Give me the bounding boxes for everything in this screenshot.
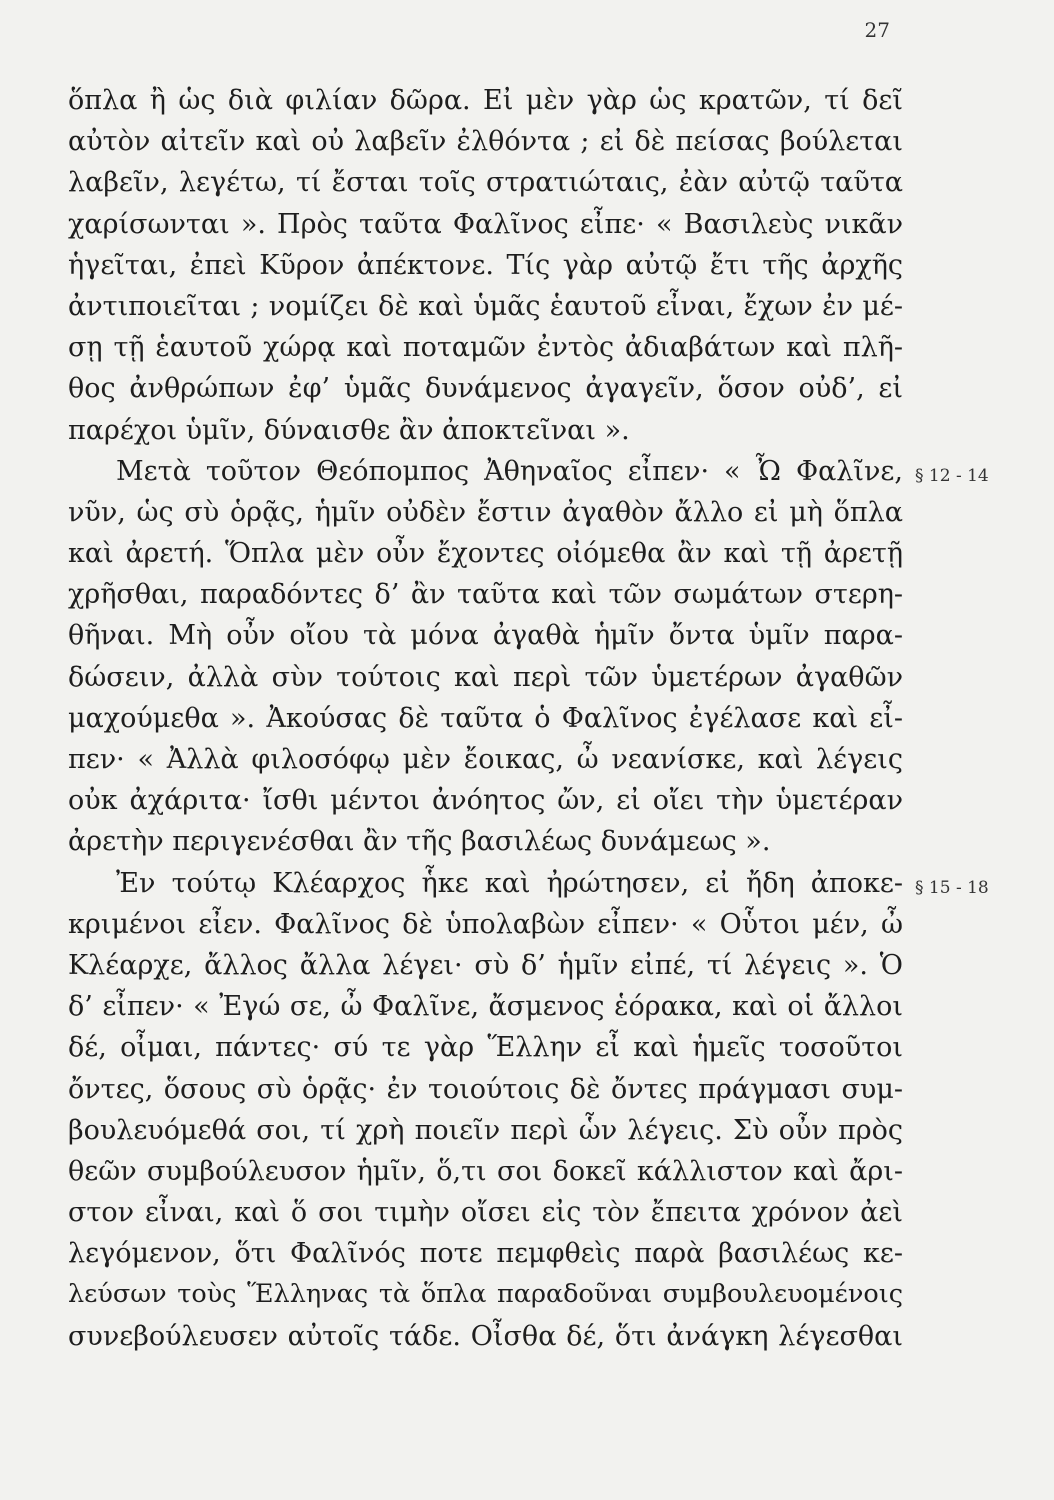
text-line: χρῆσθαι, παραδόντες δ’ ἂν ταῦτα καὶ τῶν σωμάτων στερη- <box>68 579 903 611</box>
text-line: ὅπλα ἢ ὡς διὰ φιλίαν δῶρα. Εἰ μὲν γὰρ ὡς κρατῶν, τί δεῖ <box>68 85 903 116</box>
text-line: θεῶν συμβούλευσον ἡμῖν, ὅ,τι σοι δοκεῖ κάλλιστον καὶ ἄρι- <box>68 1155 903 1187</box>
text-line: πεν· « Ἀλλὰ φιλοσόφῳ μὲν ἔοικας, ὦ νεανίσκε, καὶ λέγεις <box>68 744 903 775</box>
paragraph-start-line: Ἐν τούτῳ Κλέαρχος ἧκε καὶ ἠρώτησεν, εἰ ἤδη ἀποκε- <box>116 867 903 899</box>
text-line: ἀντιποιεῖται ; νομίζει δὲ καὶ ὑμᾶς ἑαυτοῦ εἶναι, ἔχων ἐν μέ- <box>68 290 903 322</box>
text-line: παρέχοι ὑμῖν, δύναισθε ἂν ἀποκτεῖναι ». <box>68 414 630 446</box>
text-line: ἡγεῖται, ἐπεὶ Κῦρον ἀπέκτονε. Τίς γὰρ αὐτῷ ἔτι τῆς ἀρχῆς <box>68 249 903 281</box>
text-line: σῃ τῇ ἑαυτοῦ χώρᾳ καὶ ποταμῶν ἐντὸς ἀδιαβάτων καὶ πλῆ- <box>68 332 903 364</box>
text-line: στον εἶναι, καὶ ὅ σοι τιμὴν οἴσει εἰς τὸν ἔπειτα χρόνον ἀεὶ <box>68 1197 903 1229</box>
text-line: δώσειν, ἀλλὰ σὺν τούτοις καὶ περὶ τῶν ὑμετέρων ἀγαθῶν <box>68 661 903 693</box>
text-line: Κλέαρχε, ἄλλος ἄλλα λέγει· σὺ δ’ ἡμῖν εἰπέ, τί λέγεις ». Ὁ <box>68 949 903 981</box>
text-line: οὐκ ἀχάριτα· ἴσθι μέντοι ἀνόητος ὤν, εἰ οἴει τὴν ὑμετέραν <box>68 785 903 817</box>
text-line: ἀρετὴν περιγενέσθαι ἂν τῆς βασιλέως δυνάμεως ». <box>68 826 771 858</box>
text-line: ὄντες, ὅσους σὺ ὁρᾷς· ἐν τοιούτοις δὲ ὄντες πράγμασι συμ- <box>68 1073 903 1105</box>
text-line: κριμένοι εἶεν. Φαλῖνος δὲ ὑπολαβὼν εἶπεν· « Οὗτοι μέν, ὦ <box>68 908 903 940</box>
paragraph-start-line: Μετὰ τοῦτον Θεόπομπος Ἀθηναῖος εἶπεν· « Ὦ Φαλῖνε, <box>116 455 903 487</box>
margin-section-note: § 15 - 18 <box>915 878 989 898</box>
text-line: χαρίσωνται ». Πρὸς ταῦτα Φαλῖνος εἶπε· « Βασιλεὺς νικᾶν <box>68 208 903 240</box>
text-line: νῦν, ὡς σὺ ὁρᾷς, ἡμῖν οὐδὲν ἔστιν ἀγαθὸν ἄλλο εἰ μὴ ὅπλα <box>68 496 903 528</box>
text-line: θος ἀνθρώπων ἐφ’ ὑμᾶς δυνάμενος ἀγαγεῖν, ὅσον οὐδ’, εἰ <box>68 373 903 405</box>
page-number: 27 <box>864 18 890 42</box>
text-line: μαχούμεθα ». Ἀκούσας δὲ ταῦτα ὁ Φαλῖνος ἐγέλασε καὶ εἶ- <box>68 702 903 734</box>
text-line: συνεβούλευσεν αὐτοῖς τάδε. Οἶσθα δέ, ὅτι ἀνάγκη λέγεσθαι <box>68 1320 903 1352</box>
text-line: αὐτὸν αἰτεῖν καὶ οὐ λαβεῖν ἐλθόντα ; εἰ δὲ πείσας βούλεται <box>68 126 903 158</box>
margin-section-note: § 12 - 14 <box>915 466 989 486</box>
text-line: δέ, οἶμαι, πάντες· σύ τε γὰρ Ἕλλην εἶ καὶ ἡμεῖς τοσοῦτοι <box>68 1032 903 1064</box>
greek-text-body <box>68 80 903 1357</box>
text-line: καὶ ἀρετή. Ὅπλα μὲν οὖν ἔχοντες οἰόμεθα ἂν καὶ τῇ ἀρετῇ <box>68 538 903 570</box>
text-line: λεγόμενον, ὅτι Φαλῖνός ποτε πεμφθεὶς παρὰ βασιλέως κε- <box>68 1238 903 1270</box>
text-line: θῆναι. Μὴ οὖν οἴου τὰ μόνα ἀγαθὰ ἡμῖν ὄντα ὑμῖν παρα- <box>68 620 903 652</box>
text-line: λαβεῖν, λεγέτω, τί ἔσται τοῖς στρατιώταις, ἐὰν αὐτῷ ταῦτα <box>68 167 903 199</box>
text-line: βουλευόμεθά σοι, τί χρὴ ποιεῖν περὶ ὧν λέγεις. Σὺ οὖν πρὸς <box>68 1114 903 1146</box>
text-line: λεύσων τοὺς Ἕλληνας τὰ ὅπλα παραδοῦναι συμβουλευομένοις <box>68 1279 903 1310</box>
text-line: δ’ εἶπεν· « Ἐγώ σε, ὦ Φαλῖνε, ἄσμενος ἑόρακα, καὶ οἱ ἄλλοι <box>68 991 903 1023</box>
